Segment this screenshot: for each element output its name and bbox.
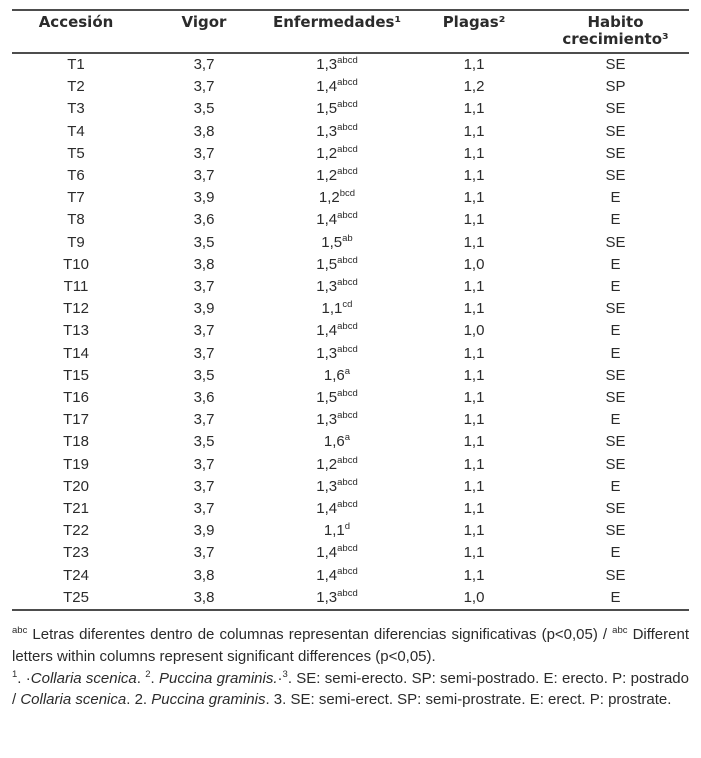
table-cell-plagas: 1,1 <box>463 144 485 162</box>
table-cell-enfermedades: $1,4^{abcd}$ <box>316 499 358 518</box>
table-row <box>12 98 689 120</box>
significance-letters: abcd <box>337 121 358 133</box>
table-cell-accession: T13 <box>63 322 89 340</box>
table-cell-plagas: 1,1 <box>463 566 485 584</box>
table-cell-enfermedades: 1,6$^a$ <box>323 365 351 384</box>
table-cell-habito: E <box>610 477 621 495</box>
table-cell-accession: T6 <box>67 167 85 185</box>
table-cell-plagas: 1,0 <box>463 588 485 606</box>
significance-letters: abcd <box>337 166 358 178</box>
significance-letters: abcd <box>337 343 358 355</box>
table-cell-plagas: 1,1 <box>463 211 485 229</box>
significance-letters: abcd <box>337 543 358 555</box>
table-body <box>12 53 689 610</box>
table-cell-habito: SE <box>605 144 626 162</box>
table-cell-vigor: 3,8 <box>193 566 215 584</box>
table-row <box>12 520 689 542</box>
table-cell-enfermedades: $1,4^{abcd}$ <box>316 210 358 229</box>
table-cell-enfermedades: $1,3^{abcd}$ <box>316 277 358 296</box>
column-header-accession: Accesión <box>12 10 140 53</box>
table-cell-enfermedades: $1,4^{abcd}$ <box>316 321 358 340</box>
table-cell-habito: SE <box>605 100 626 118</box>
significance-letters: abcd <box>337 277 358 289</box>
significance-letters: abcd <box>337 321 358 333</box>
table-cell-habito: E <box>610 411 621 429</box>
table-cell-vigor: 3,9 <box>193 189 215 207</box>
significance-letters: abcd <box>337 410 358 422</box>
significance-letters: abcd <box>337 454 358 466</box>
table-cell-vigor: 3,7 <box>193 322 215 340</box>
table-cell-vigor: 3,9 <box>193 300 215 318</box>
table-cell-accession: T10 <box>63 255 89 273</box>
table-cell-plagas: 1,0 <box>463 322 485 340</box>
table-row <box>12 343 689 365</box>
table-cell-enfermedades: $1,3^{abcd}$ <box>316 410 358 429</box>
table-cell-plagas: 1,1 <box>463 278 485 296</box>
table-cell-habito: SE <box>605 233 626 251</box>
table-cell-vigor: 3,7 <box>193 500 215 518</box>
table-cell-plagas: 1,1 <box>463 344 485 362</box>
table-cell-vigor: 3,7 <box>193 411 215 429</box>
significance-letters: abcd <box>337 499 358 511</box>
column-header-enfermedades: Enfermedades¹ <box>268 10 406 53</box>
table-cell-habito: SE <box>605 56 626 73</box>
table-cell-enfermedades: $1,3^{abcd}$ <box>316 55 358 73</box>
table-cell-enfermedades: $1,3^{abcd}$ <box>316 476 358 495</box>
table-cell-enfermedades: $1,2^{abcd}$ <box>316 143 358 162</box>
table-cell-habito: E <box>610 544 621 562</box>
table-cell-accession: T21 <box>63 500 89 518</box>
table-cell-vigor: 3,7 <box>193 278 215 296</box>
significance-letters: abcd <box>337 587 358 599</box>
significance-letters: abcd <box>337 476 358 488</box>
table-cell-habito: SP <box>605 78 626 96</box>
table-cell-enfermedades: $1,3^{abcd}$ <box>316 121 358 140</box>
significance-letters: abcd <box>337 99 358 111</box>
table-row <box>12 276 689 298</box>
table-cell-accession: T11 <box>63 278 89 296</box>
table-cell-enfermedades: $1,5^{abcd}$ <box>316 388 358 407</box>
table-row <box>12 565 689 587</box>
table-cell-enfermedades: $1,4^{abcd}$ <box>316 565 358 584</box>
significance-letters: a <box>344 432 351 444</box>
table-cell-plagas: 1,1 <box>463 56 485 73</box>
footnote-significance: $^{abc}$ Letras diferentes dentro de columnas representan diferencias significativas (p<0,05) / $^{abc}$ Different letters within columns represent significant differences (p<0,05). <box>12 625 689 665</box>
table-cell-enfermedades: $1,5^{abcd}$ <box>316 99 358 118</box>
table-cell-habito: SE <box>605 366 626 384</box>
table-cell-accession: T22 <box>63 522 89 540</box>
table-cell-accession: T8 <box>67 211 85 229</box>
table-cell-accession: T17 <box>63 411 89 429</box>
table-cell-enfermedades: $1,4^{abcd}$ <box>316 77 358 96</box>
table-cell-plagas: 1,1 <box>463 544 485 562</box>
column-header-plagas: Plagas² <box>406 10 542 53</box>
table-row <box>12 542 689 564</box>
table-cell-habito: SE <box>605 167 626 185</box>
table-cell-accession: T16 <box>63 389 89 407</box>
table-cell-enfermedades: $1,2^{abcd}$ <box>316 454 358 473</box>
table-cell-accession: T12 <box>63 300 89 318</box>
table-cell-habito: E <box>610 322 621 340</box>
table-cell-accession: T2 <box>67 78 85 96</box>
table-row <box>12 143 689 165</box>
table-cell-accession: T14 <box>63 344 89 362</box>
table-row <box>12 121 689 143</box>
table-row <box>12 409 689 431</box>
table-cell-accession: T15 <box>63 366 89 384</box>
table-cell-vigor: 3,6 <box>193 211 215 229</box>
table-cell-habito: E <box>610 189 621 207</box>
table-row <box>12 498 689 520</box>
table-row <box>12 76 689 98</box>
table-row <box>12 587 689 610</box>
table-cell-accession: T23 <box>63 544 89 562</box>
column-header-habito: Habito crecimiento³ <box>542 10 689 53</box>
table-cell-vigor: 3,7 <box>193 56 215 73</box>
significance-letters: bcd <box>339 188 356 200</box>
table-cell-habito: E <box>610 344 621 362</box>
table-cell-vigor: 3,7 <box>193 477 215 495</box>
table-cell-vigor: 3,8 <box>193 122 215 140</box>
table-cell-enfermedades: $1,3^{abcd}$ <box>316 343 358 362</box>
table-cell-habito: E <box>610 211 621 229</box>
significance-letters: abcd <box>337 143 358 155</box>
data-table <box>12 9 689 611</box>
table-row <box>12 298 689 320</box>
table-cell-plagas: 1,1 <box>463 477 485 495</box>
table-cell-enfermedades: 1,5$^{ab}$ <box>321 232 353 251</box>
table-row <box>12 165 689 187</box>
table-cell-accession: T9 <box>67 233 85 251</box>
table-cell-enfermedades: $1,2^{abcd}$ <box>316 166 358 185</box>
table-cell-vigor: 3,8 <box>193 588 215 606</box>
table-cell-enfermedades: 1,2$^{bcd}$ <box>318 188 356 207</box>
table-cell-vigor: 3,5 <box>193 433 215 451</box>
table-cell-plagas: 1,1 <box>463 366 485 384</box>
table-cell-enfermedades: $1,4^{abcd}$ <box>316 543 358 562</box>
table-cell-plagas: 1,1 <box>463 167 485 185</box>
table-cell-vigor: 3,6 <box>193 389 215 407</box>
table-row <box>12 431 689 453</box>
table-cell-habito: SE <box>605 433 626 451</box>
table-cell-vigor: 3,5 <box>193 366 215 384</box>
table-row <box>12 454 689 476</box>
table-cell-accession: T5 <box>67 144 85 162</box>
footnote-abbreviations: $^1$. ·Collaria scenica. $^2$. Puccina graminis.·$^3$. SE: semi-erecto. SP: semi-postrado. E: erecto. P: postrado / Collaria scenica. 2. Puccina graminis. 3. SE: semi-erect. SP: semi-prostrate. E: erect. P: prostrate. <box>12 668 689 709</box>
significance-letters: ab <box>342 232 353 244</box>
table-cell-plagas: 1,1 <box>463 455 485 473</box>
table-cell-enfermedades: $1,3^{abcd}$ <box>316 587 358 606</box>
table-cell-accession: T24 <box>63 566 89 584</box>
significance-letters: abcd <box>337 210 358 222</box>
significance-letters: d <box>344 521 351 533</box>
table-cell-vigor: 3,7 <box>193 344 215 362</box>
table-cell-habito: SE <box>605 300 626 318</box>
table-cell-plagas: 1,1 <box>463 122 485 140</box>
table-cell-vigor: 3,7 <box>193 144 215 162</box>
table-header <box>12 10 689 53</box>
table-cell-vigor: 3,8 <box>193 255 215 273</box>
table-cell-vigor: 3,7 <box>193 78 215 96</box>
table-cell-plagas: 1,2 <box>463 78 485 96</box>
table-cell-habito: E <box>610 588 621 606</box>
table-row <box>12 232 689 254</box>
table-cell-accession: T1 <box>67 56 85 73</box>
table-head-row <box>12 10 689 53</box>
table-cell-vigor: 3,5 <box>193 233 215 251</box>
table-row <box>12 320 689 342</box>
table-cell-habito: SE <box>605 389 626 407</box>
table-cell-plagas: 1,1 <box>463 522 485 540</box>
table-cell-habito: SE <box>605 122 626 140</box>
table-cell-habito: E <box>610 278 621 296</box>
column-header-vigor: Vigor <box>140 10 268 53</box>
table-cell-plagas: 1,1 <box>463 189 485 207</box>
table-row <box>12 53 689 76</box>
table-cell-habito: SE <box>605 566 626 584</box>
table-cell-habito: SE <box>605 455 626 473</box>
significance-letters: abcd <box>337 565 358 577</box>
table-cell-accession: T18 <box>63 433 89 451</box>
table-cell-vigor: 3,7 <box>193 167 215 185</box>
table-cell-vigor: 3,7 <box>193 455 215 473</box>
table-cell-plagas: 1,1 <box>463 500 485 518</box>
table-cell-accession: T25 <box>63 588 89 606</box>
table-row <box>12 365 689 387</box>
significance-letters: abcd <box>337 77 358 89</box>
table-cell-accession: T3 <box>67 100 85 118</box>
table-cell-habito: E <box>610 255 621 273</box>
table-cell-plagas: 1,1 <box>463 411 485 429</box>
table-row <box>12 254 689 276</box>
table-row <box>12 476 689 498</box>
table-cell-accession: T7 <box>67 189 85 207</box>
significance-letters: cd <box>342 299 353 311</box>
table-cell-enfermedades: 1,1$^{cd}$ <box>321 299 353 318</box>
significance-letters: abcd <box>337 254 358 266</box>
table-cell-accession: T20 <box>63 477 89 495</box>
table-cell-enfermedades: 1,6$^a$ <box>323 432 351 451</box>
table-cell-plagas: 1,0 <box>463 255 485 273</box>
table-cell-habito: SE <box>605 500 626 518</box>
table-cell-plagas: 1,1 <box>463 233 485 251</box>
table-cell-enfermedades: $1,5^{abcd}$ <box>316 254 358 273</box>
table-cell-vigor: 3,7 <box>193 544 215 562</box>
table-cell-enfermedades: 1,1$^d$ <box>323 521 351 540</box>
table-cell-plagas: 1,1 <box>463 433 485 451</box>
table-cell-plagas: 1,1 <box>463 300 485 318</box>
footnotes-section <box>12 624 689 711</box>
significance-letters: abcd <box>337 388 358 400</box>
table-cell-vigor: 3,9 <box>193 522 215 540</box>
table-cell-vigor: 3,5 <box>193 100 215 118</box>
table-cell-accession: T4 <box>67 122 85 140</box>
table-cell-plagas: 1,1 <box>463 100 485 118</box>
table-row <box>12 209 689 231</box>
table-row <box>12 187 689 209</box>
table-row <box>12 387 689 409</box>
significance-letters: a <box>344 365 351 377</box>
table-cell-accession: T19 <box>63 455 89 473</box>
table-cell-plagas: 1,1 <box>463 389 485 407</box>
significance-letters: abcd <box>337 55 358 66</box>
table-cell-habito: SE <box>605 522 626 540</box>
